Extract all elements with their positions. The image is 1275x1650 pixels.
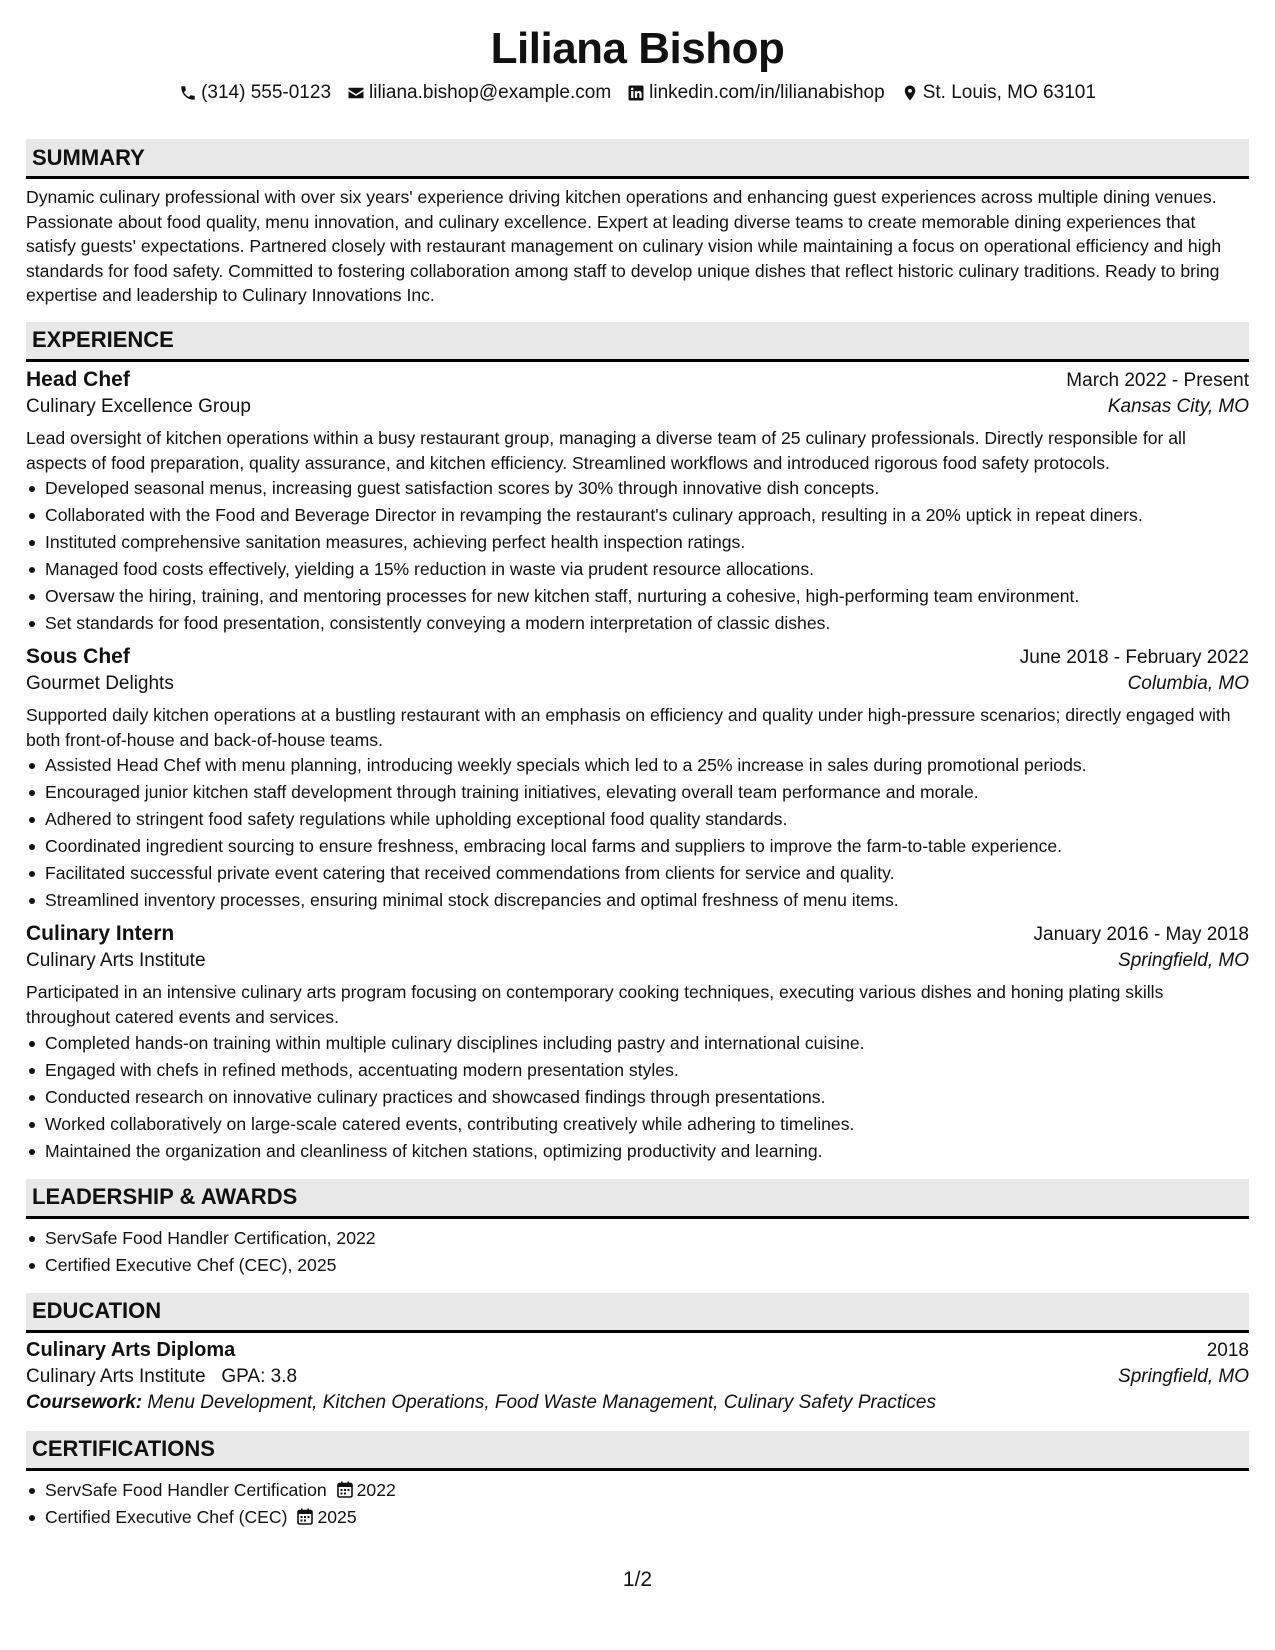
phone-icon	[179, 84, 197, 102]
list-item: Oversaw the hiring, training, and mentoring processes for new kitchen staff, nurturing a cohesive, high-performing team environment.	[26, 583, 1249, 610]
linkedin-text: linkedin.com/in/lilianabishop	[649, 82, 885, 103]
list-item: Certified Executive Chef (CEC), 2025	[26, 1252, 1249, 1279]
list-item: Coordinated ingredient sourcing to ensure freshness, embracing local farms and suppliers to improve the farm-to-table experience.	[26, 833, 1249, 860]
job-description: Supported daily kitchen operations at a bustling restaurant with an emphasis on efficiency and quality under high-pressure scenarios; directly engaged with both front-of-house and back-of-house teams.	[26, 705, 1231, 750]
job-org: Culinary Arts Institute	[26, 950, 206, 972]
cert-name: Certified Executive Chef (CEC)	[45, 1506, 288, 1527]
education-heading: EDUCATION	[26, 1293, 1249, 1333]
job-org-row	[26, 950, 1249, 972]
job-header	[26, 368, 1249, 392]
list-item: Conducted research on innovative culinary practices and showcased findings through presentations.	[26, 1084, 1249, 1111]
calendar-icon	[297, 1508, 313, 1525]
job-org: Culinary Excellence Group	[26, 395, 251, 417]
job-description: Participated in an intensive culinary arts program focusing on contemporary cooking techniques, executing various dishes and honing plating skills throughout catered events and services.	[26, 982, 1164, 1027]
coursework-label: Coursework:	[26, 1391, 143, 1413]
job-entry	[26, 368, 1249, 637]
list-item: Completed hands-on training within multiple culinary disciplines including pastry and international cuisine.	[26, 1030, 1249, 1057]
list-item: Facilitated successful private event catering that received commendations from clients for service and quality.	[26, 860, 1249, 887]
education-year: 2018	[1206, 1339, 1249, 1361]
calendar-icon	[337, 1481, 353, 1498]
job-org: Gourmet Delights	[26, 673, 174, 695]
job-header	[26, 645, 1249, 669]
page-number: 1/2	[622, 1568, 653, 1591]
list-item: Instituted comprehensive sanitation measures, achieving perfect health inspection ratings.	[26, 529, 1249, 556]
education-school-line	[26, 1366, 297, 1388]
cert-year: 2022	[356, 1479, 396, 1500]
contact-phone[interactable]	[179, 82, 331, 104]
job-header	[26, 922, 1249, 946]
job-title: Head Chef	[26, 367, 130, 391]
summary-heading: SUMMARY	[26, 139, 1249, 179]
job-dates: June 2018 - February 2022	[1019, 647, 1249, 669]
job-location: Kansas City, MO	[1107, 395, 1249, 417]
list-item: Worked collaboratively on large-scale catered events, contributing creatively while adhering to timelines.	[26, 1111, 1249, 1138]
coursework-text: Menu Development, Kitchen Operations, Food Waste Management, Culinary Safety Practices	[147, 1391, 936, 1413]
job-dates: March 2022 - Present	[1066, 369, 1249, 391]
list-item: Collaborated with the Food and Beverage Director in revamping the restaurant's culinary approach, resulting in a 20% uptick in repeat diners.	[26, 502, 1249, 529]
list-item: Developed seasonal menus, increasing guest satisfaction scores by 30% through innovative dish concepts.	[26, 475, 1249, 502]
contact-bar	[26, 78, 1249, 108]
job-dates: January 2016 - May 2018	[1033, 924, 1249, 946]
job-org-row	[26, 396, 1249, 418]
location-text: St. Louis, MO 63101	[922, 82, 1096, 103]
degree-title: Culinary Arts Diploma	[26, 1338, 236, 1361]
job-entry	[26, 922, 1249, 1164]
education-location: Springfield, MO	[1118, 1365, 1249, 1387]
contact-email[interactable]	[347, 82, 611, 104]
list-item: Maintained the organization and cleanliness of kitchen stations, optimizing productivity and learning.	[26, 1138, 1249, 1165]
awards-heading: LEADERSHIP & AWARDS	[26, 1179, 1249, 1219]
coursework-line	[26, 1392, 1249, 1414]
list-item: ServSafe Food Handler Certification, 2022	[26, 1225, 1249, 1252]
cert-year: 2025	[317, 1506, 357, 1527]
list-item: Managed food costs effectively, yielding a 15% reduction in waste via prudent resource allocations.	[26, 556, 1249, 583]
school-name: Culinary Arts Institute	[26, 1365, 206, 1387]
candidate-name: Liliana Bishop	[490, 24, 785, 73]
cert-name: ServSafe Food Handler Certification	[45, 1479, 327, 1500]
list-item: Adhered to stringent food safety regulations while upholding exceptional food quality standards.	[26, 806, 1249, 833]
phone-text: (314) 555-0123	[201, 82, 332, 103]
job-bullets	[26, 752, 1249, 914]
list-item	[26, 1477, 1249, 1504]
education-school-row	[26, 1366, 1249, 1388]
envelope-icon	[347, 84, 365, 102]
email-text: liliana.bishop@example.com	[369, 82, 612, 103]
list-item	[26, 1504, 1249, 1531]
education-header	[26, 1339, 1249, 1362]
certifications-heading: CERTIFICATIONS	[26, 1431, 1249, 1471]
job-entry	[26, 645, 1249, 914]
list-item: Set standards for food presentation, consistently conveying a modern interpretation of classic dishes.	[26, 610, 1249, 637]
summary-text: Dynamic culinary professional with over six years' experience driving kitchen operations and enhancing guest experiences across multiple dining venues. Passionate about food quality, menu innovation, and culinary excellence. Expert at leading diverse teams to create memorable dining experiences that satisfy guests' expectations. Partnered closely with restaurant management on culinary vision while maintaining a focus on operational efficiency and high standards for food safety. Committed to fostering collaboration among staff to develop unique dishes that reflect historic culinary traditions. Ready to bring expertise and leadership to Culinary Innovations Inc.	[26, 187, 1222, 306]
job-bullets	[26, 475, 1249, 637]
list-item: Streamlined inventory processes, ensuring minimal stock discrepancies and optimal freshness of menu items.	[26, 887, 1249, 914]
job-location: Springfield, MO	[1118, 950, 1249, 972]
list-item: Encouraged junior kitchen staff development through training initiatives, elevating overall team performance and morale.	[26, 779, 1249, 806]
contact-location	[901, 82, 1096, 104]
list-item: Assisted Head Chef with menu planning, introducing weekly specials which led to a 25% increase in sales during promotional periods.	[26, 752, 1249, 779]
list-item: Engaged with chefs in refined methods, accentuating modern presentation styles.	[26, 1057, 1249, 1084]
job-org-row	[26, 673, 1249, 695]
job-title: Sous Chef	[26, 645, 130, 669]
job-bullets	[26, 1030, 1249, 1165]
certifications-list	[26, 1477, 1249, 1531]
education-entry	[26, 1339, 1249, 1414]
job-description: Lead oversight of kitchen operations within a busy restaurant group, managing a diverse team of 25 culinary professionals. Directly responsible for all aspects of food preparation, quality assurance, and kitchen efficiency. Streamlined workflows and introduced rigorous food safety protocols.	[26, 427, 1186, 473]
gpa: GPA: 3.8	[221, 1365, 298, 1387]
experience-heading: EXPERIENCE	[26, 322, 1249, 362]
linkedin-icon	[627, 84, 645, 102]
job-title: Culinary Intern	[26, 922, 175, 946]
awards-list	[26, 1225, 1249, 1279]
contact-linkedin[interactable]	[627, 82, 885, 104]
map-pin-icon	[901, 84, 919, 102]
job-location: Columbia, MO	[1127, 673, 1249, 695]
